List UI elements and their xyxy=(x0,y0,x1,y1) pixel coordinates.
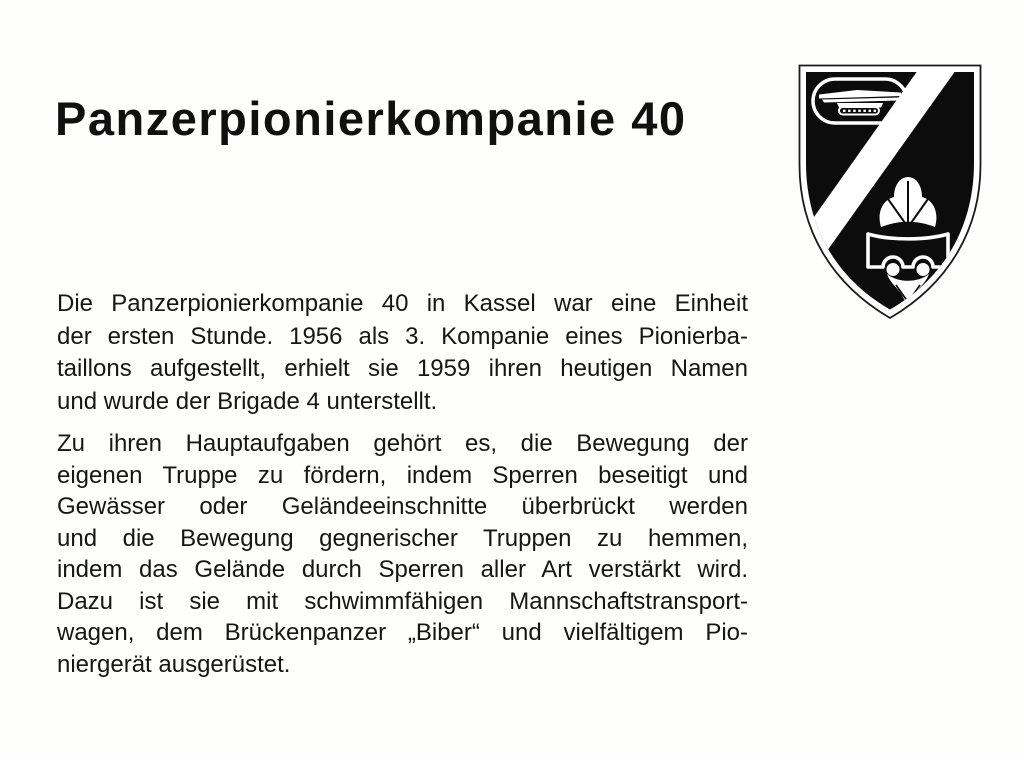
page-title: Panzerpionierkompanie 40 xyxy=(55,92,687,146)
paragraph-history xyxy=(57,288,748,418)
shield-icon xyxy=(797,63,983,322)
body-line: Gewässer oder Geländeeinschnitte überbrückt werden xyxy=(57,493,748,520)
unit-insignia xyxy=(797,63,983,322)
body-line: niergerät ausgerüstet. xyxy=(57,650,291,678)
body-line: Dazu ist sie mit schwimmfähigen Mannschaftstransport- xyxy=(57,587,748,615)
body-line: Zu ihren Hauptaufgaben gehört es, die Bewegung der xyxy=(57,430,748,457)
body-line: wagen, dem Brückenpanzer „Biber“ und vielfältigem Pio- xyxy=(57,619,748,646)
body-line: taillons aufgestellt, erhielt sie 1959 ihren heutigen Namen xyxy=(57,355,748,382)
paragraph-mission xyxy=(57,428,748,680)
body-line: Die Panzerpionierkompanie 40 in Kassel war eine Einheit xyxy=(57,290,748,317)
body-line: der ersten Stunde. 1956 als 3. Kompanie eines Pionierba- xyxy=(57,322,748,350)
body-line: und wurde der Brigade 4 unterstellt. xyxy=(57,387,438,415)
body-line: indem das Gelände durch Sperren aller Art verstärkt wird. xyxy=(57,556,748,583)
body-line: und die Bewegung gegnerischer Truppen zu hemmen, xyxy=(57,524,748,552)
body-line: eigenen Truppe zu fördern, indem Sperren beseitigt und xyxy=(57,461,748,489)
